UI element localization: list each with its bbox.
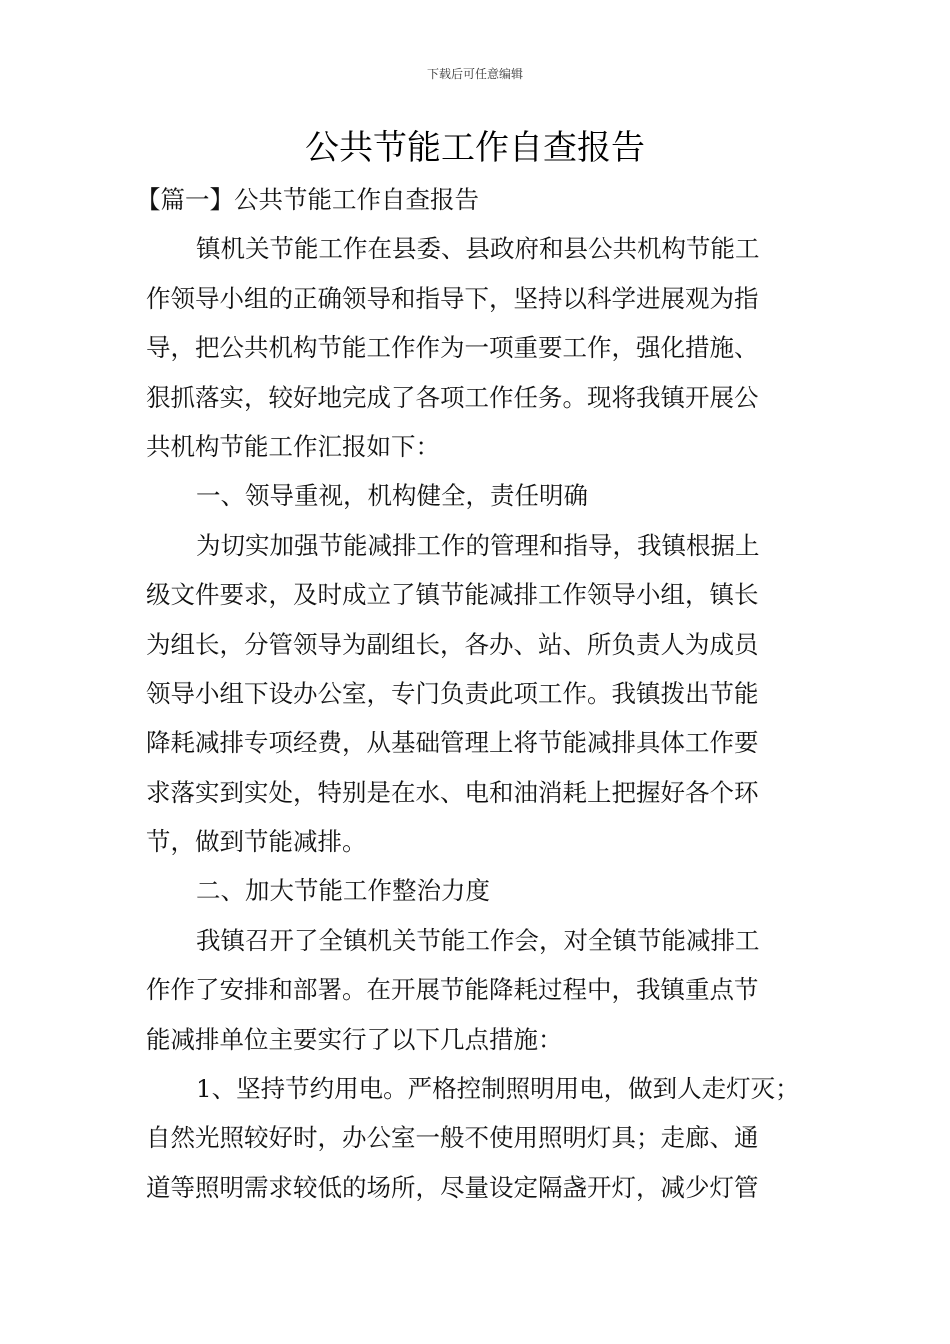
body-line: 作作了安排和部署。在开展节能降耗过程中，我镇重点节 — [146, 975, 759, 1005]
body-line: 节，做到节能减排。 — [146, 827, 367, 857]
body-line: 1、坚持节约用电。严格控制照明用电，做到人走灯灭； — [196, 1074, 800, 1104]
body-line: 作领导小组的正确领导和指导下，坚持以科学进展观为指 — [146, 283, 759, 313]
body-line: 领导小组下设办公室，专门负责此项工作。我镇拨出节能 — [146, 678, 759, 708]
document-body — [136, 175, 818, 1212]
body-line: 能减排单位主要实行了以下几点措施： — [146, 1024, 563, 1054]
body-line: 级文件要求，及时成立了镇节能减排工作领导小组，镇长 — [146, 580, 759, 610]
body-line: 导，把公共机构节能工作作为一项重要工作，强化措施、 — [146, 333, 759, 363]
body-line: 自然光照较好时，办公室一般不使用照明灯具；走廊、通 — [146, 1123, 759, 1153]
body-line: 一、领导重视，机构健全，责任明确 — [196, 481, 588, 511]
document-title: 公共节能工作自查报告 — [305, 128, 645, 168]
body-line: 求落实到实处，特别是在水、电和油消耗上把握好各个环 — [146, 777, 759, 807]
body-line: 二、加大节能工作整治力度 — [196, 876, 490, 906]
body-line: 降耗减排专项经费，从基础管理上将节能减排具体工作要 — [146, 728, 759, 758]
body-line: 我镇召开了全镇机关节能工作会，对全镇节能减排工 — [196, 925, 760, 955]
body-line: 为切实加强节能减排工作的管理和指导，我镇根据上 — [196, 530, 760, 560]
body-line: 道等照明需求较低的场所，尽量设定隔盏开灯，减少灯管 — [146, 1172, 759, 1202]
body-line: 共机构节能工作汇报如下： — [146, 431, 440, 461]
body-line: 为组长，分管领导为副组长，各办、站、所负责人为成员 — [146, 629, 759, 659]
section-heading: 【篇一】公共节能工作自查报告 — [136, 185, 479, 214]
header-note: 下载后可任意编辑 — [426, 67, 523, 81]
body-line: 狠抓落实，较好地完成了各项工作任务。现将我镇开展公 — [146, 382, 759, 412]
body-line: 镇机关节能工作在县委、县政府和县公共机构节能工 — [196, 234, 760, 264]
